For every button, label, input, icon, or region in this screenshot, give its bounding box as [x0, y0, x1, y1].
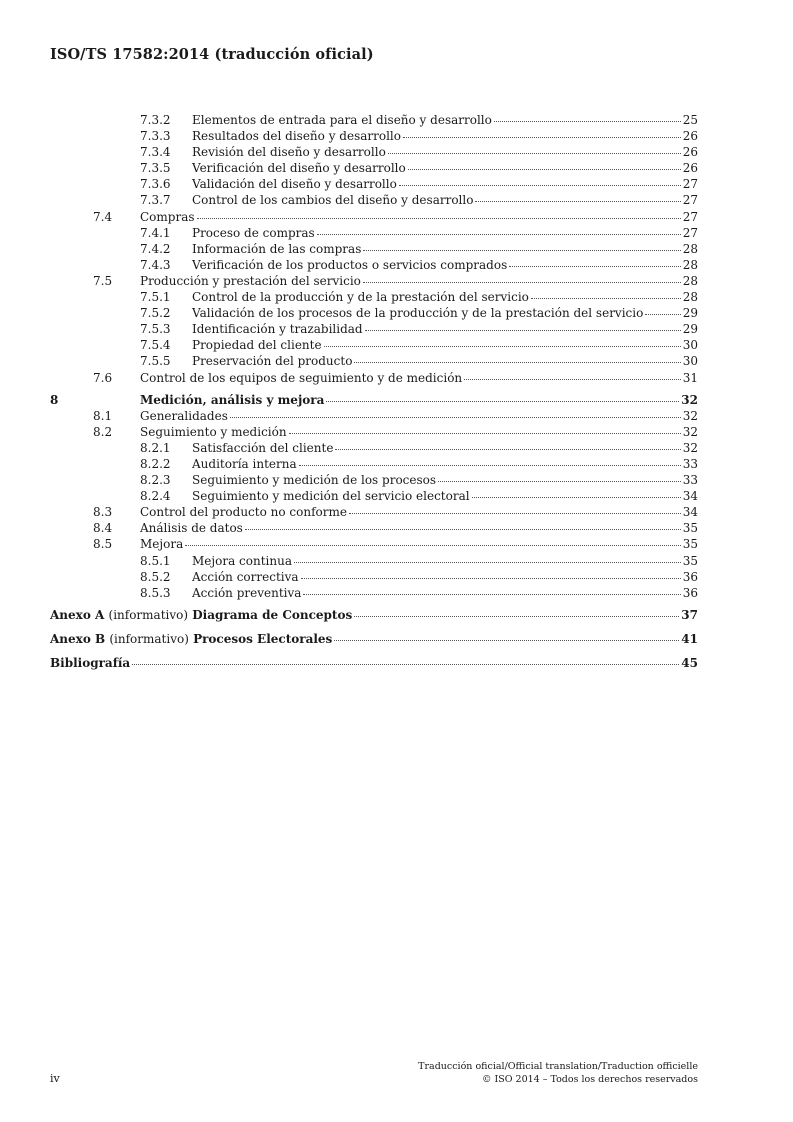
toc-entry-page: 33	[682, 456, 698, 471]
toc-entry-page: 27	[682, 209, 698, 224]
toc-entry-page: 36	[682, 585, 698, 600]
toc-entry[interactable]	[50, 472, 698, 488]
toc-annex-entry[interactable]	[50, 655, 698, 675]
toc-entry-title: Producción y prestación del servicio	[140, 273, 361, 288]
toc-entry-title: Resultados del diseño y desarrollo	[192, 129, 401, 144]
toc-entry[interactable]	[50, 112, 698, 128]
toc-entry[interactable]	[50, 160, 698, 176]
toc-dot-leader	[245, 529, 681, 530]
toc-entry-number: 7.5.5	[140, 354, 171, 369]
toc-entry-title: Control de los equipos de seguimiento y de medición	[140, 370, 463, 385]
toc-entry-title: Proceso de compras	[192, 225, 315, 240]
toc-annex-entry[interactable]	[50, 607, 698, 627]
toc-entry[interactable]	[50, 289, 698, 305]
toc-entry-number: 7.5.2	[140, 306, 171, 321]
toc-entry-number: 8.2.2	[140, 456, 171, 471]
toc-entry-page: 35	[682, 521, 698, 536]
toc-entry[interactable]	[50, 536, 698, 552]
toc-dot-leader	[354, 362, 680, 363]
toc-entry-number: 8.2.1	[140, 440, 171, 455]
toc-entry-number: 8.5	[93, 537, 113, 552]
toc-entry-page: 26	[682, 145, 698, 160]
toc-dot-leader	[438, 481, 681, 482]
toc-entry-title: Mejora continua	[192, 553, 292, 568]
toc-entry-title: Satisfacción del cliente	[192, 440, 334, 455]
toc-entry-title: Mejora	[140, 537, 184, 552]
toc-dot-leader	[509, 266, 680, 267]
annex-informative-label: (informativo)	[108, 607, 189, 622]
toc-entry[interactable]	[50, 257, 698, 273]
toc-entry-number: 7.6	[93, 370, 113, 385]
toc-entry-page: 26	[682, 161, 698, 176]
toc-entry-title: Acción preventiva	[192, 585, 302, 600]
toc-entry-number: 8.4	[93, 521, 113, 536]
toc-entry-number: 7.3.7	[140, 193, 171, 208]
toc-entry-page: 25	[682, 113, 698, 127]
toc-entry-page: 37	[681, 607, 698, 622]
toc-entry-title: Propiedad del cliente	[192, 338, 322, 353]
toc-dot-leader	[403, 137, 681, 138]
toc-entry-page: 27	[682, 225, 698, 240]
toc-entry-number: 8.2.3	[140, 473, 171, 488]
toc-entry-title: Compras	[140, 209, 195, 224]
toc-entry-page: 28	[682, 257, 698, 272]
toc-dot-leader	[531, 298, 681, 299]
toc-entry-page: 28	[682, 290, 698, 305]
toc-entry[interactable]	[50, 128, 698, 144]
toc-entry-number: 7.4	[93, 209, 113, 224]
toc-entry[interactable]	[50, 585, 698, 601]
toc-entry-number: 7.4.3	[140, 257, 171, 272]
toc-entry-page: 35	[682, 537, 698, 552]
toc-entry-title: Control de la producción y de la prestación del servicio	[192, 290, 529, 305]
footer-copyright: © ISO 2014 – Todos los derechos reservados	[481, 1074, 698, 1085]
toc-entry[interactable]	[50, 144, 698, 160]
toc-entry-title: Seguimiento y medición de los procesos	[192, 473, 437, 488]
annex-title: Procesos Electorales	[193, 631, 333, 646]
toc-dot-leader	[408, 169, 681, 170]
toc-dot-leader	[349, 513, 681, 514]
toc-entry[interactable]	[50, 424, 698, 440]
toc-entry-number: 7.3.3	[140, 129, 171, 144]
toc-entry-page: 29	[682, 306, 698, 321]
annex-informative-label: (informativo)	[109, 631, 189, 646]
toc-entry-number: 7.3.2	[140, 113, 171, 127]
toc-entry-page: 30	[682, 354, 698, 369]
toc-entry[interactable]	[50, 305, 698, 321]
toc-entry-number: 7.5.4	[140, 338, 171, 353]
annex-prefix: Anexo B	[50, 631, 106, 646]
toc-dot-leader	[472, 497, 681, 498]
toc-entry-title: Acción correctiva	[192, 569, 299, 584]
toc-entry-title: Seguimiento y medición	[140, 424, 287, 439]
toc-dot-leader	[335, 449, 680, 450]
toc-entry-number: 7.3.4	[140, 145, 171, 160]
toc-entry-number: 7.4.2	[140, 241, 171, 256]
toc-dot-leader	[399, 185, 681, 186]
toc-entry-page: 29	[682, 322, 698, 337]
toc-entry-title: Auditoría interna	[192, 456, 297, 471]
toc-entry-number: 7.5.1	[140, 290, 171, 305]
annex-prefix: Bibliografía	[50, 655, 131, 670]
toc-entry[interactable]	[50, 241, 698, 257]
document-header: ISO/TS 17582:2014 (traducción oficial)	[50, 46, 374, 63]
toc-entry-number: 8.3	[93, 505, 113, 520]
toc-entry-number: 8.1	[93, 408, 113, 423]
toc-entry-page: 30	[682, 338, 698, 353]
toc-entry-page: 34	[682, 505, 698, 520]
toc-entry-title: Verificación del diseño y desarrollo	[192, 161, 406, 176]
toc-dot-leader	[326, 401, 679, 402]
toc-entry[interactable]	[50, 456, 698, 472]
toc-entry[interactable]	[50, 553, 698, 569]
toc-dot-leader	[317, 234, 681, 235]
toc-annex-title	[50, 655, 130, 671]
table-of-contents	[50, 112, 698, 675]
toc-entry-page: 28	[682, 273, 698, 288]
toc-entry-number: 7.4.1	[140, 225, 171, 240]
toc-entry-page: 32	[682, 440, 698, 455]
toc-dot-leader	[494, 121, 681, 122]
toc-entry-number: 8.2.4	[140, 489, 171, 504]
toc-entry-number: 8	[50, 392, 59, 407]
toc-entry-page: 32	[682, 408, 698, 423]
toc-annex-title	[50, 607, 352, 623]
toc-dot-leader	[185, 545, 680, 546]
toc-entry-title: Control del producto no conforme	[140, 505, 347, 520]
toc-entry[interactable]	[50, 176, 698, 192]
toc-dot-leader	[132, 664, 679, 665]
toc-annex-title	[50, 631, 332, 647]
toc-entry[interactable]	[50, 520, 698, 536]
toc-entry-page: 27	[682, 193, 698, 208]
toc-dot-leader	[464, 379, 681, 380]
toc-entry-page: 32	[682, 424, 698, 439]
toc-dot-leader	[365, 330, 681, 331]
toc-dot-leader	[475, 201, 680, 202]
toc-dot-leader	[230, 417, 681, 418]
toc-entry-title: Análisis de datos	[140, 521, 243, 536]
toc-entry-number: 7.5	[93, 273, 113, 288]
toc-entry[interactable]	[50, 353, 698, 369]
toc-entry-title: Verificación de los productos o servicios comprados	[192, 257, 508, 272]
toc-dot-leader	[334, 640, 679, 641]
toc-entry-title: Identificación y trazabilidad	[192, 322, 363, 337]
toc-entry-title: Información de las compras	[192, 241, 362, 256]
toc-entry-number: 8.2	[93, 424, 113, 439]
toc-entry-page: 31	[682, 370, 698, 385]
toc-entry-title: Generalidades	[140, 408, 228, 423]
toc-dot-leader	[294, 562, 681, 563]
toc-dot-leader	[197, 218, 681, 219]
annex-prefix: Anexo A	[50, 607, 105, 622]
toc-entry[interactable]	[50, 209, 698, 225]
toc-entry-title: Validación de los procesos de la producción y de la prestación del servicio	[192, 306, 644, 321]
toc-entry[interactable]	[50, 192, 698, 208]
toc-entry[interactable]	[50, 273, 698, 289]
toc-entry[interactable]	[50, 370, 698, 386]
toc-entry-number: 7.3.6	[140, 177, 171, 192]
toc-entry-title: Validación del diseño y desarrollo	[192, 177, 397, 192]
annex-title: Diagrama de Conceptos	[192, 607, 353, 622]
toc-entry-number: 8.5.2	[140, 569, 171, 584]
toc-entry-title: Elementos de entrada para el diseño y desarrollo	[192, 113, 492, 127]
toc-dot-leader	[645, 314, 680, 315]
toc-entry[interactable]	[50, 569, 698, 585]
toc-entry-title: Seguimiento y medición del servicio electoral	[192, 489, 470, 504]
footer-notice	[418, 1060, 698, 1086]
toc-entry[interactable]	[50, 504, 698, 520]
footer-page-number: iv	[50, 1072, 60, 1085]
toc-entry[interactable]	[50, 225, 698, 241]
toc-entry[interactable]	[50, 408, 698, 424]
toc-entry-page: 28	[682, 241, 698, 256]
toc-entry-page: 34	[682, 489, 698, 504]
toc-entry-page: 35	[682, 553, 698, 568]
toc-dot-leader	[303, 594, 680, 595]
toc-dot-leader	[354, 616, 679, 617]
toc-entry-title: Medición, análisis y mejora	[140, 392, 325, 407]
toc-entry[interactable]	[50, 440, 698, 456]
toc-dot-leader	[324, 346, 681, 347]
toc-dot-leader	[289, 433, 681, 434]
toc-entry-page: 41	[681, 631, 698, 646]
footer-translation: Traducción oficial/Official translation/Traduction officielle	[418, 1061, 698, 1072]
toc-entry[interactable]	[50, 392, 698, 408]
toc-dot-leader	[363, 282, 681, 283]
toc-entry[interactable]	[50, 488, 698, 504]
toc-entry-page: 32	[681, 392, 698, 407]
toc-entry-page: 26	[682, 129, 698, 144]
toc-entry-title: Revisión del diseño y desarrollo	[192, 145, 386, 160]
toc-entry-page: 45	[681, 655, 698, 670]
toc-entry-number: 7.5.3	[140, 322, 171, 337]
toc-entry-page: 27	[682, 177, 698, 192]
toc-entry[interactable]	[50, 337, 698, 353]
toc-entry-page: 33	[682, 473, 698, 488]
toc-entry-title: Preservación del producto	[192, 354, 353, 369]
toc-entry-title: Control de los cambios del diseño y desarrollo	[192, 193, 474, 208]
toc-entry-number: 8.5.3	[140, 585, 171, 600]
toc-entry-number: 8.5.1	[140, 553, 171, 568]
toc-entry-number: 7.3.5	[140, 161, 171, 176]
toc-dot-leader	[388, 153, 681, 154]
toc-dot-leader	[363, 250, 680, 251]
toc-entry-page: 36	[682, 569, 698, 584]
toc-dot-leader	[301, 578, 681, 579]
toc-annex-entry[interactable]	[50, 631, 698, 651]
toc-dot-leader	[299, 465, 681, 466]
toc-entry[interactable]	[50, 321, 698, 337]
